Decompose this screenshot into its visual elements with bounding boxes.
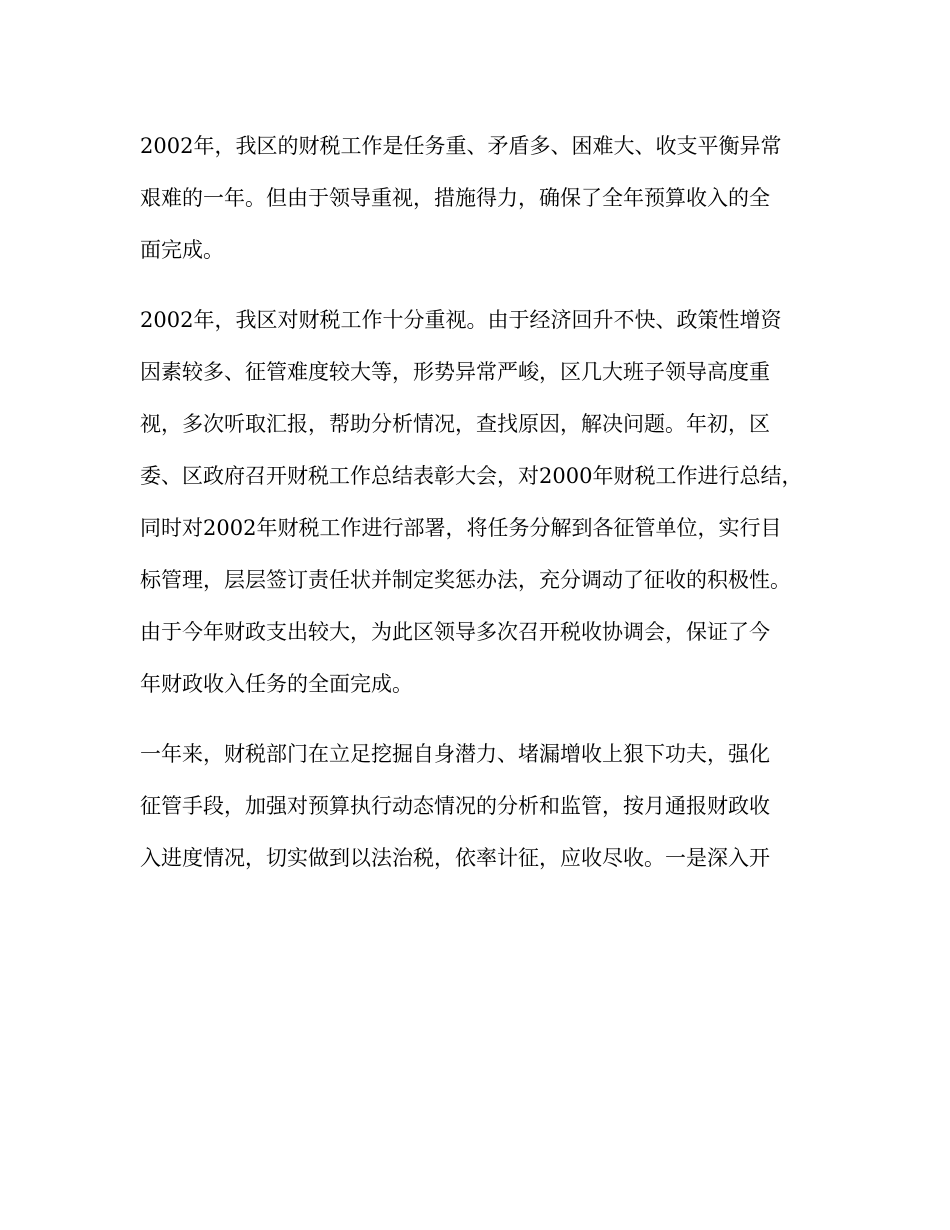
- document-body: [140, 120, 820, 884]
- text-line: 委、区政府召开财税工作总结表彰大会，对2000年财税工作进行总结，: [140, 464, 803, 488]
- text-line: 视，多次听取汇报，帮助分析情况，查找原因，解决问题。年初，区: [140, 412, 770, 436]
- text-line: 征管手段，加强对预算执行动态情况的分析和监管，按月通报财政收: [140, 794, 770, 818]
- text-line: 入进度情况，切实做到以法治税，依率计征，应收尽收。一是深入开: [140, 846, 770, 870]
- paragraph-2: [140, 294, 820, 710]
- text-line: 因素较多、征管难度较大等，形势异常严峻，区几大班子领导高度重: [140, 360, 770, 384]
- text-line: 面完成。: [140, 238, 224, 262]
- text-line: 艰难的一年。但由于领导重视，措施得力，确保了全年预算收入的全: [140, 186, 770, 210]
- text-line: 2002年，我区对财税工作十分重视。由于经济回升不快、政策性增资: [140, 308, 782, 332]
- text-line: 年财政收入任务的全面完成。: [140, 672, 413, 696]
- text-line: 一年来，财税部门在立足挖掘自身潜力、堵漏增收上狠下功夫，强化: [140, 742, 770, 766]
- text-line: 2002年，我区的财税工作是任务重、矛盾多、困难大、收支平衡异常: [140, 134, 782, 158]
- paragraph-3: [140, 728, 820, 884]
- text-line: 同时对2002年财税工作进行部署，将任务分解到各征管单位，实行目: [140, 516, 782, 540]
- paragraph-1: [140, 120, 820, 276]
- text-line: 由于今年财政支出较大，为此区领导多次召开税收协调会，保证了今: [140, 620, 770, 644]
- text-line: 标管理，层层签订责任状并制定奖惩办法，充分调动了征收的积极性。: [140, 568, 791, 592]
